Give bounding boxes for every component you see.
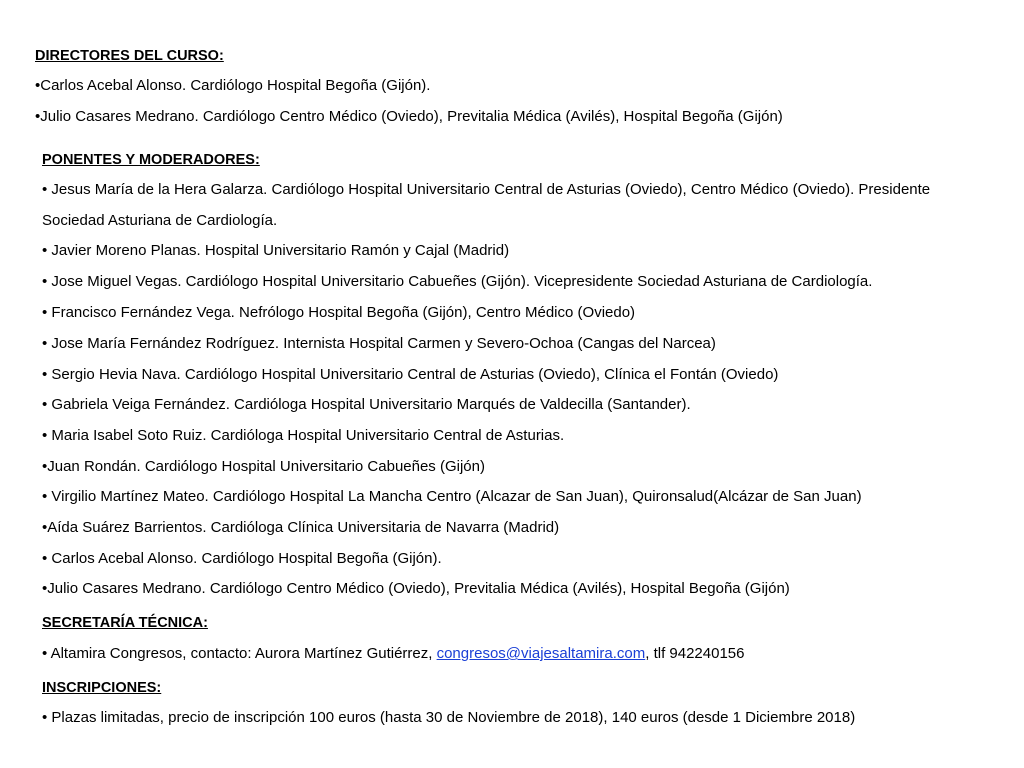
ponentes-item: • Carlos Acebal Alonso. Cardiólogo Hospital Begoña (Gijón).: [42, 550, 442, 567]
ponentes-item: • Maria Isabel Soto Ruiz. Cardióloga Hospital Universitario Central de Asturias.: [42, 427, 565, 444]
ponentes-item: Sociedad Asturiana de Cardiología.: [42, 212, 278, 229]
ponentes-item: • Jose Miguel Vegas. Cardiólogo Hospital Universitario Cabueñes (Gijón). Vicepresidente Sociedad Asturiana de Cardiología.: [42, 273, 873, 290]
ponentes-heading: PONENTES Y MODERADORES:: [42, 152, 260, 168]
email-link[interactable]: congresos@viajesaltamira.com: [436, 645, 646, 662]
ponentes-item: • Sergio Hevia Nava. Cardiólogo Hospital Universitario Central de Asturias (Oviedo), Clínica el Fontán (Oviedo): [42, 366, 779, 383]
ponentes-item: •Julio Casares Medrano. Cardiólogo Centro Médico (Oviedo), Previtalia Médica (Avilés), Hospital Begoña (Gijón): [42, 580, 790, 597]
directores-item: •Julio Casares Medrano. Cardiólogo Centro Médico (Oviedo), Previtalia Médica (Avilés), Hospital Begoña (Gijón): [35, 108, 783, 125]
ponentes-item: • Gabriela Veiga Fernández. Cardióloga Hospital Universitario Marqués de Valdecilla (Santander).: [42, 396, 691, 413]
ponentes-item: •Juan Rondán. Cardiólogo Hospital Universitario Cabueñes (Gijón): [42, 458, 485, 475]
ponentes-item: •Aída Suárez Barrientos. Cardióloga Clínica Universitaria de Navarra (Madrid): [42, 519, 560, 536]
ponentes-item: • Francisco Fernández Vega. Nefrólogo Hospital Begoña (Gijón), Centro Médico (Oviedo): [42, 304, 636, 321]
ponentes-item: • Jose María Fernández Rodríguez. Internista Hospital Carmen y Severo-Ochoa (Cangas del Narcea): [42, 335, 716, 352]
directores-heading: DIRECTORES DEL CURSO:: [35, 48, 224, 64]
directores-item: •Carlos Acebal Alonso. Cardiólogo Hospital Begoña (Gijón).: [35, 77, 431, 94]
secretaria-heading: SECRETARÍA TÉCNICA:: [42, 615, 208, 631]
secretaria-contact-suffix: , tlf 942240156: [645, 645, 745, 662]
ponentes-item: • Virgilio Martínez Mateo. Cardiólogo Hospital La Mancha Centro (Alcazar de San Juan), Quironsalud(Alcázar de San Juan): [42, 488, 862, 505]
inscripciones-item: • Plazas limitadas, precio de inscripción 100 euros (hasta 30 de Noviembre de 2018), 140 euros (desde 1 Diciembre 2018): [42, 709, 856, 726]
ponentes-item: • Jesus María de la Hera Galarza. Cardiólogo Hospital Universitario Central de Asturias (Oviedo), Centro Médico (Oviedo). Presidente: [42, 181, 931, 198]
secretaria-contact-prefix: • Altamira Congresos, contacto: Aurora Martínez Gutiérrez,: [42, 645, 437, 662]
secretaria-contact: [42, 645, 745, 663]
inscripciones-heading: INSCRIPCIONES:: [42, 680, 162, 696]
ponentes-item: • Javier Moreno Planas. Hospital Universitario Ramón y Cajal (Madrid): [42, 242, 510, 259]
